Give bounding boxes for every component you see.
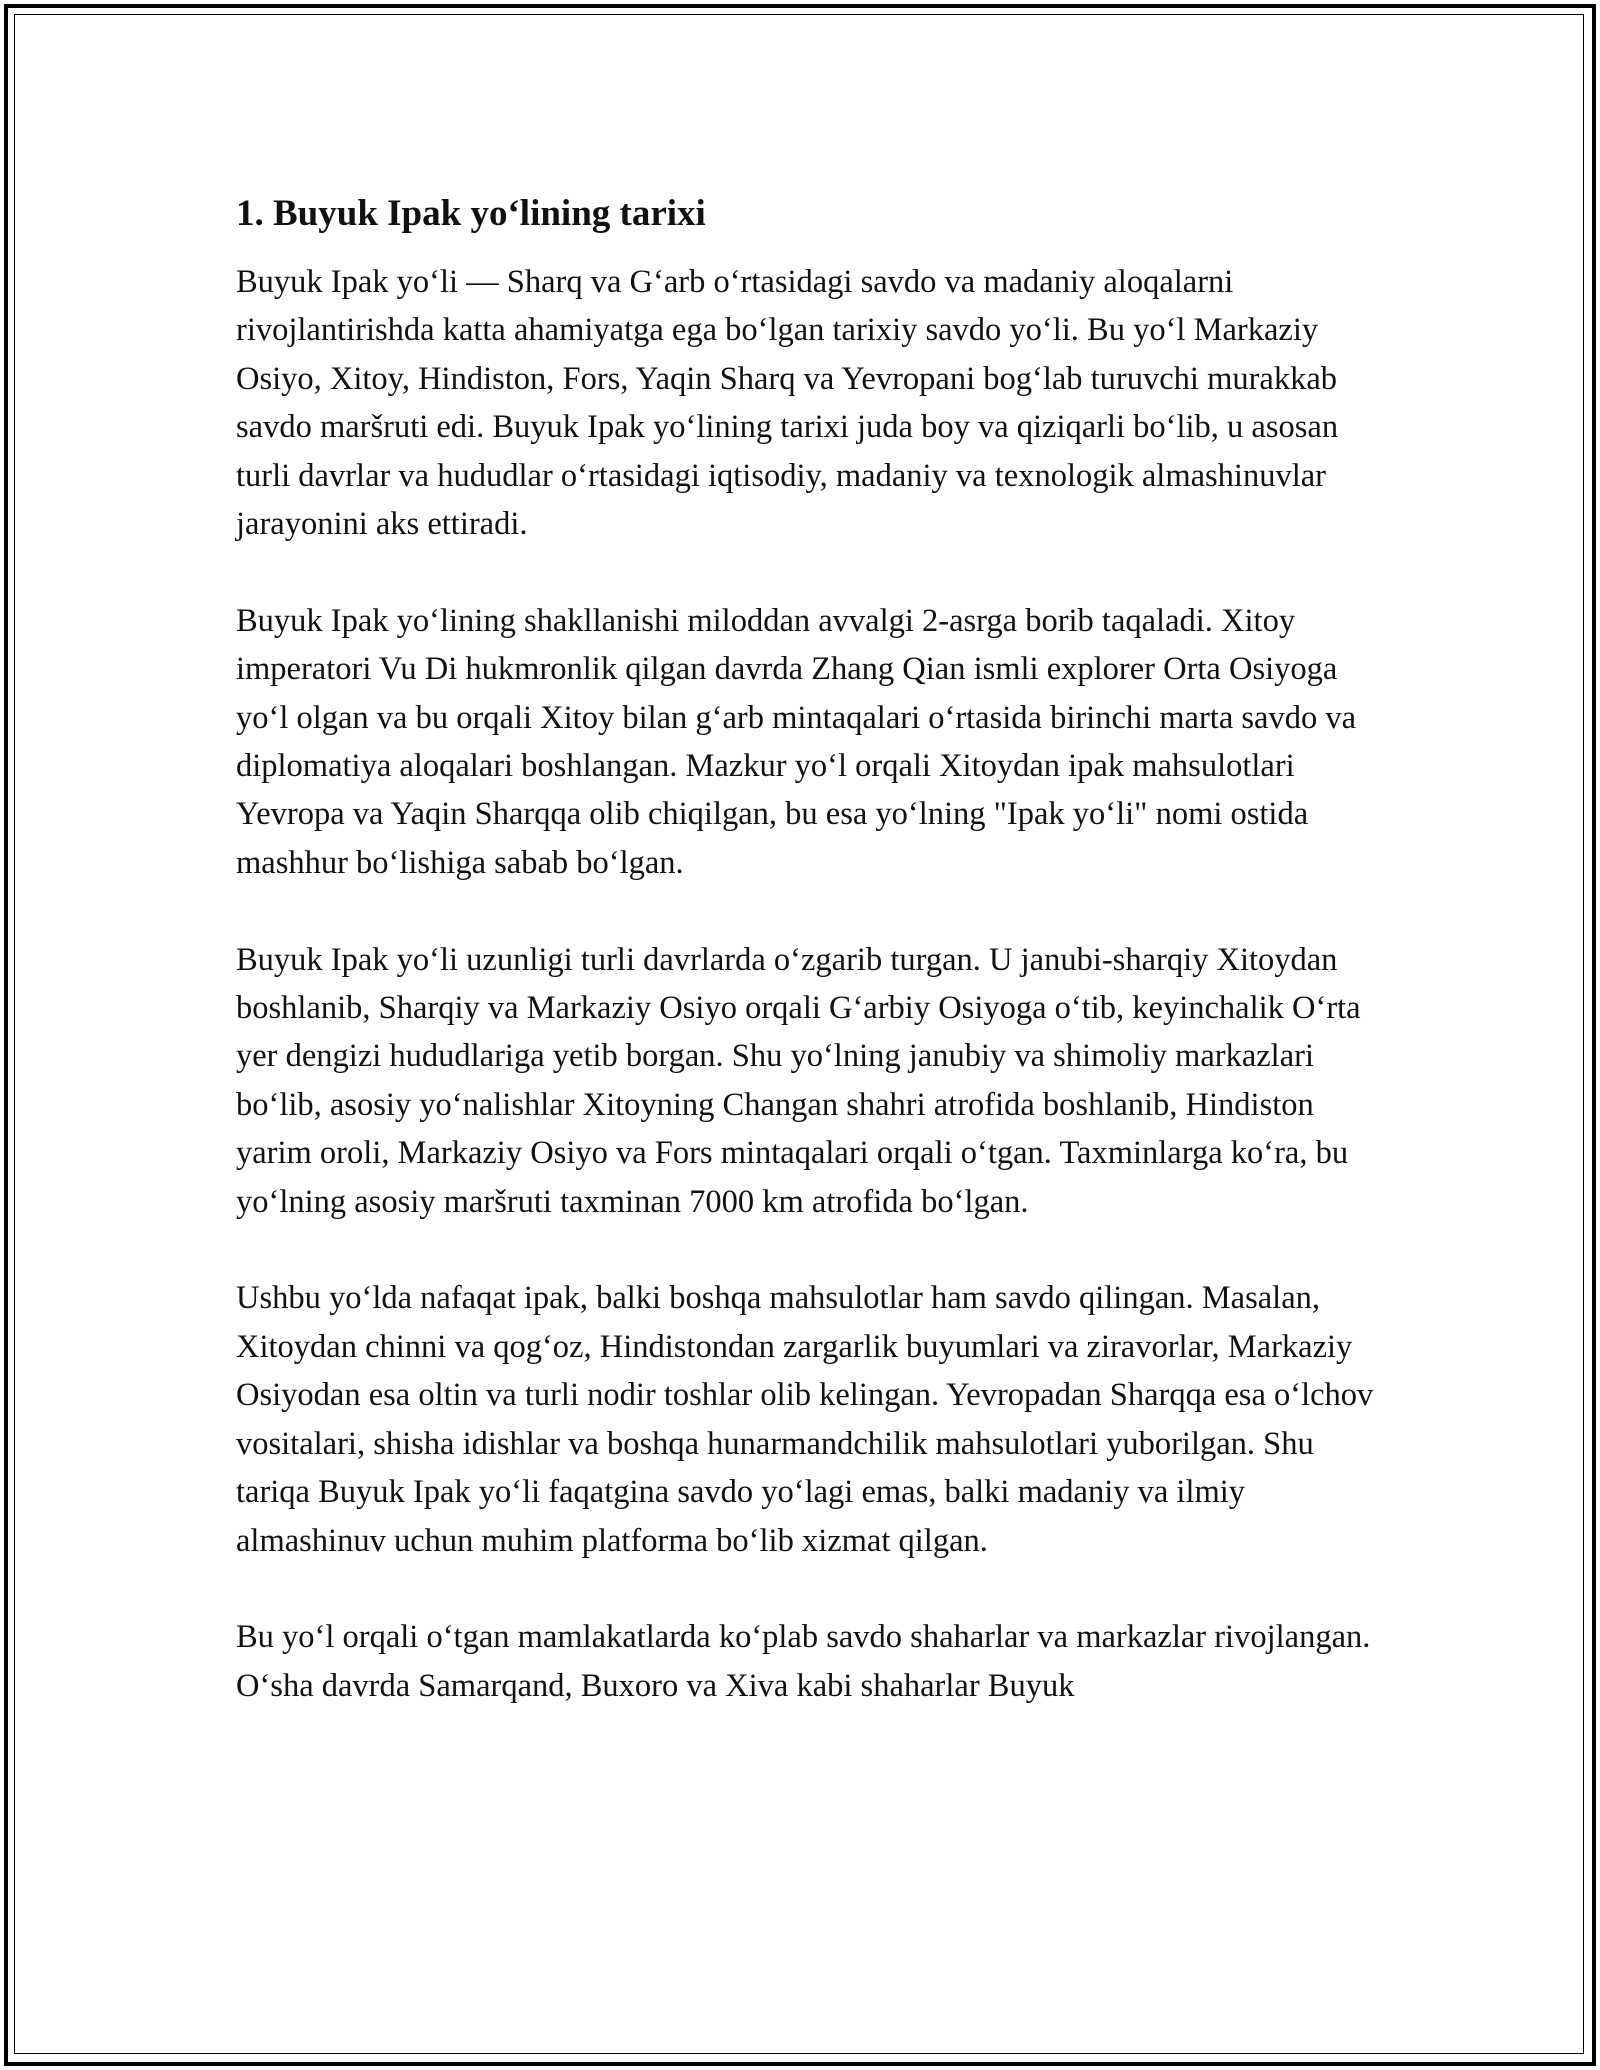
paragraph-4: Ushbu yo‘lda nafaqat ipak, balki boshqa mahsulotlar ham savdo qilingan. Masalan, Xitoydan chinni va qog‘oz, Hindistondan zargarlik buyumlari va ziravorlar, Markaziy Osiyodan esa oltin va turli nodir toshlar olib kelingan. Yevropadan Sharqqa esa o‘lchov vositalari, shisha idishlar va boshqa hunarmandchilik mahsulotlari yuborilgan. Shu tariqa Buyuk Ipak yo‘li faqatgina savdo yo‘lagi emas, balki madaniy va ilmiy almashinuv uchun muhim platforma bo‘lib xizmat qilgan. bbox=[236, 1280, 1374, 1559]
paragraph-3: Buyuk Ipak yo‘li uzunligi turli davrlarda o‘zgarib turgan. U janubi-sharqiy Xitoydan boshlanib, Sharqiy va Markaziy Osiyo orqali G‘arbiy Osiyoga o‘tib, keyinchalik O‘rta yer dengizi hududlariga yetib borgan. Shu yo‘lning janubiy va shimoliy markazlari bo‘lib, asosiy yo‘nalishlar Xitoyning Changan shahri atrofida boshlanib, Hindiston yarim oroli, Markaziy Osiyo va Fors mintaqalari orqali o‘tgan. Taxminlarga ko‘ra, bu yo‘lning asosiy maršruti taxminan 7000 km atrofida bo‘lgan. bbox=[236, 941, 1361, 1220]
paragraph-5: Bu yo‘l orqali o‘tgan mamlakatlarda ko‘plab savdo shaharlar va markazlar rivojlangan. O‘sha davrda Samarqand, Buxoro va Xiva kabi shaharlar Buyuk bbox=[236, 1619, 1371, 1704]
section-heading: 1. Buyuk Ipak yo‘lining tarixi bbox=[236, 193, 706, 234]
document-body bbox=[236, 190, 1386, 1710]
paragraph-1: Buyuk Ipak yo‘li — Sharq va G‘arb o‘rtasidagi savdo va madaniy aloqalarni rivojlantirishda katta ahamiyatga ega bo‘lgan tarixiy savdo yo‘li. Bu yo‘l Markaziy Osiyo, Xitoy, Hindiston, Fors, Yaqin Sharq va Yevropani bog‘lab turuvchi murakkab savdo maršruti edi. Buyuk Ipak yo‘lining tarixi juda boy va qiziqarli bo‘lib, u asosan turli davrlar va hududlar o‘rtasidagi iqtisodiy, madaniy va texnologik almashinuvlar jarayonini aks ettiradi. bbox=[236, 264, 1339, 543]
paragraph-2: Buyuk Ipak yo‘lining shakllanishi miloddan avvalgi 2-asrga borib taqaladi. Xitoy imperatori Vu Di hukmronlik qilgan davrda Zhang Qian ismli explorer Orta Osiyoga yo‘l olgan va bu orqali Xitoy bilan g‘arb mintaqalari o‘rtasida birinchi marta savdo va diplomatiya aloqalari boshlangan. Mazkur yo‘l orqali Xitoydan ipak mahsulotlari Yevropa va Yaqin Sharqqa olib chiqilgan, bu esa yo‘lning "Ipak yo‘li" nomi ostida mashhur bo‘lishiga sabab bo‘lgan. bbox=[236, 602, 1357, 881]
